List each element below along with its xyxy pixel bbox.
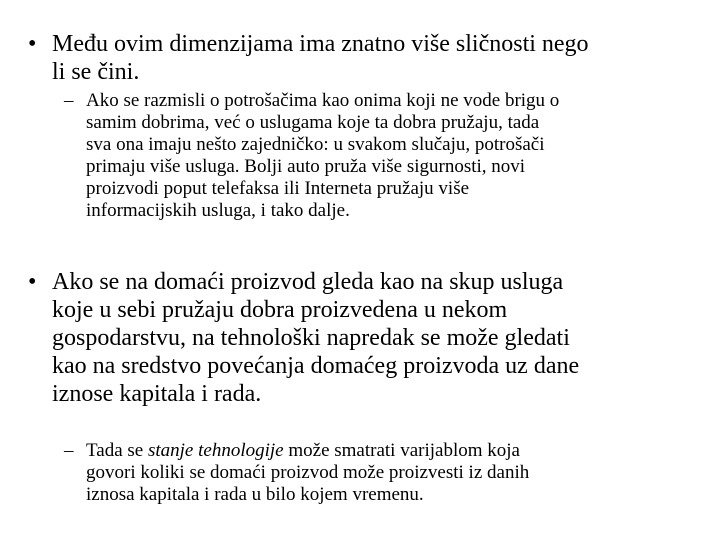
sub-bullet-line: sva ona imaju nešto zajedničko: u svakom slučaju, potrošači	[86, 134, 545, 155]
bullet-line: Među ovim dimenzijama ima znatno više sličnosti nego	[52, 31, 589, 57]
sub-bullet-item-1	[64, 90, 700, 222]
sub-bullet-line: govori koliki se domaći proizvod može proizvesti iz danih	[86, 462, 530, 483]
bullet-item-1	[28, 30, 698, 86]
bullet-line: kao na sredstvo povećanja domaćeg proizvoda uz dane	[52, 353, 580, 379]
sub-bullet-line: samim dobrima, već o uslugama koje ta dobra pružaju, tada	[86, 112, 540, 133]
sub-bullet-item-2	[64, 440, 700, 506]
sub-bullet-text	[86, 440, 700, 506]
bullet-line: li se čini.	[52, 59, 140, 85]
sub-bullet-line-before: Tada se	[86, 440, 148, 461]
sub-bullet-line: Ako se razmisli o potrošačima kao onima koji ne vode brigu o	[86, 90, 560, 111]
bullet-line: iznose kapitala i rada.	[52, 381, 262, 407]
bullet-marker: •	[28, 31, 37, 57]
bullet-line: gospodarstvu, na tehnološki napredak se može gledati	[52, 325, 570, 351]
bullet-text	[52, 268, 698, 408]
sub-bullet-line: iznosa kapitala i rada u bilo kojem vremenu.	[86, 484, 424, 505]
bullet-text	[52, 30, 698, 86]
sub-bullet-marker: –	[64, 440, 74, 461]
bullet-line: koje u sebi pružaju dobra proizvedena u nekom	[52, 297, 508, 323]
bullet-line: Ako se na domaći proizvod gleda kao na skup usluga	[52, 269, 564, 295]
bullet-marker: •	[28, 269, 37, 295]
sub-bullet-line-after: može smatrati varijablom koja	[283, 440, 520, 461]
sub-bullet-line: informacijskih usluga, i tako dalje.	[86, 200, 350, 221]
sub-bullet-marker: –	[64, 90, 74, 111]
emphasized-term: stanje tehnologije	[147, 440, 284, 461]
sub-bullet-line: primaju više usluga. Bolji auto pruža više sigurnosti, novi	[86, 156, 526, 177]
sub-bullet-text	[86, 90, 700, 222]
bullet-item-2	[28, 268, 698, 408]
sub-bullet-line: proizvodi poput telefaksa ili Interneta pružaju više	[86, 178, 470, 199]
